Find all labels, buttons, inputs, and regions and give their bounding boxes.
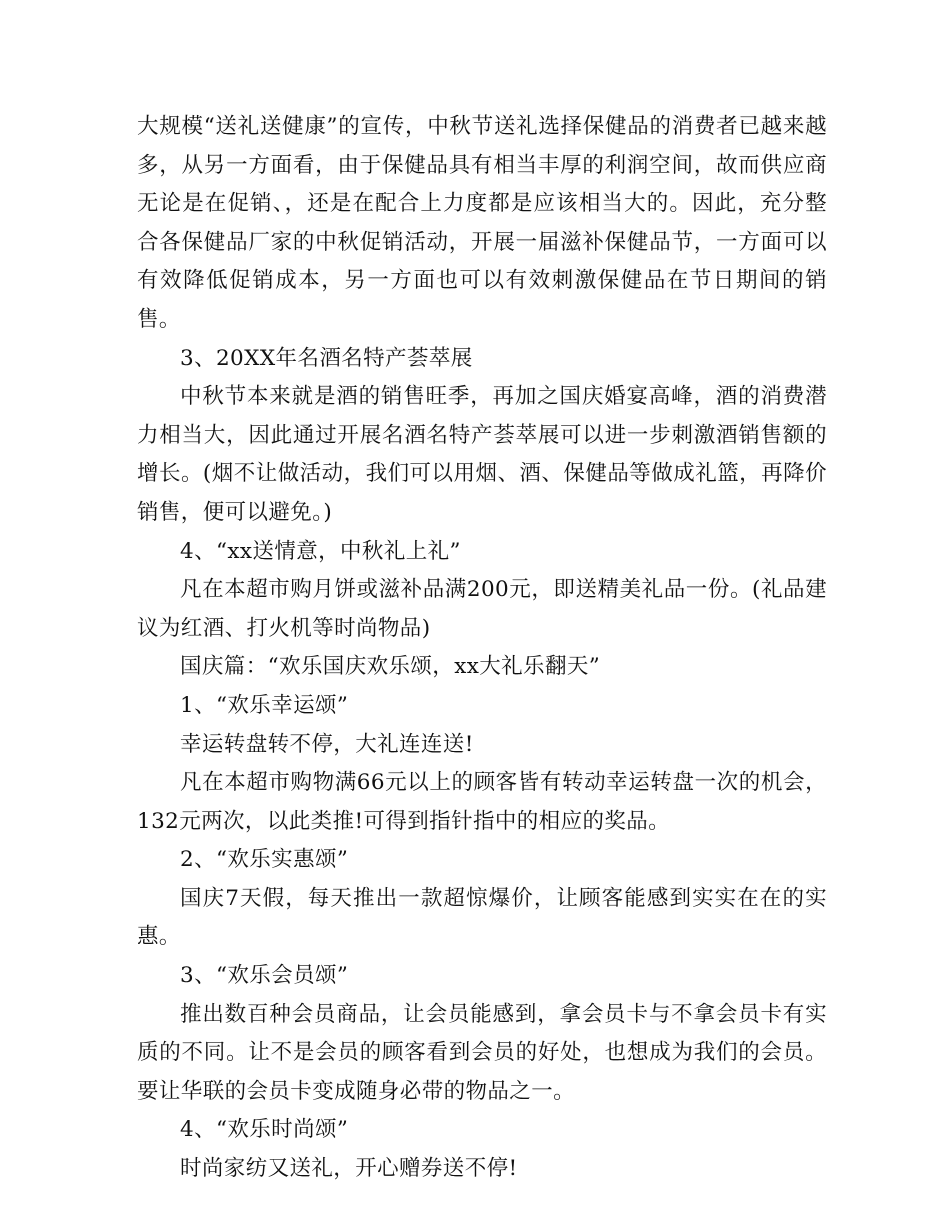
- paragraph: 凡在本超市购物满66元以上的顾客皆有转动幸运转盘一次的机会，132元两次，以此类推!可得到指针指中的相应的奖品。: [137, 770, 827, 834]
- section-heading: 4、“欢乐时尚颂”: [180, 1117, 349, 1143]
- paragraph: 凡在本超市购月饼或滋补品满200元，即送精美礼品一份。(礼品建议为红酒、打火机等时尚物品): [137, 577, 827, 641]
- paragraph: 推出数百种会员商品，让会员能感到，拿会员卡与不拿会员卡有实质的不同。让不是会员的顾客看到会员的好处，也想成为我们的会员。要让华联的会员卡变成随身必带的物品之一。: [137, 1001, 827, 1104]
- section-heading: 3、“欢乐会员颂”: [180, 963, 349, 989]
- section-heading: 1、“欢乐幸运颂”: [180, 692, 349, 718]
- section-heading: 国庆篇：“欢乐国庆欢乐颂，xx大礼乐翻天”: [180, 654, 601, 680]
- paragraph: 时尚家纺又送礼，开心赠券送不停!: [180, 1156, 518, 1182]
- paragraph: 中秋节本来就是酒的销售旺季，再加之国庆婚宴高峰，酒的消费潜力相当大，因此通过开展名酒名特产荟萃展可以进一步刺激酒销售额的增长。(烟不让做活动，我们可以用烟、酒、保健品等做成礼篮，再降价销售，便可以避免。): [137, 384, 827, 525]
- document-body: [137, 108, 827, 1189]
- paragraph: 幸运转盘转不停，大礼连连送!: [180, 731, 474, 757]
- section-heading: 2、“欢乐实惠颂”: [180, 847, 349, 873]
- paragraph: 国庆7天假，每天推出一款超惊爆价，让顾客能感到实实在在的实惠。: [137, 885, 827, 950]
- section-heading: 3、20XX年名酒名特产荟萃展: [180, 345, 473, 371]
- paragraph: 大规模“送礼送健康”的宣传，中秋节送礼选择保健品的消费者已越来越多，从另一方面看，由于保健品具有相当丰厚的利润空间，故而供应商无论是在促销、，还是在配合上力度都是应该相当大的。因此，充分整合各保健品厂家的中秋促销活动，开展一届滋补保健品节，一方面可以有效降低促销成本，另一方面也可以有效刺激保健品在节日期间的销售。: [137, 114, 827, 332]
- section-heading: 4、“xx送情意，中秋礼上礼”: [180, 538, 461, 564]
